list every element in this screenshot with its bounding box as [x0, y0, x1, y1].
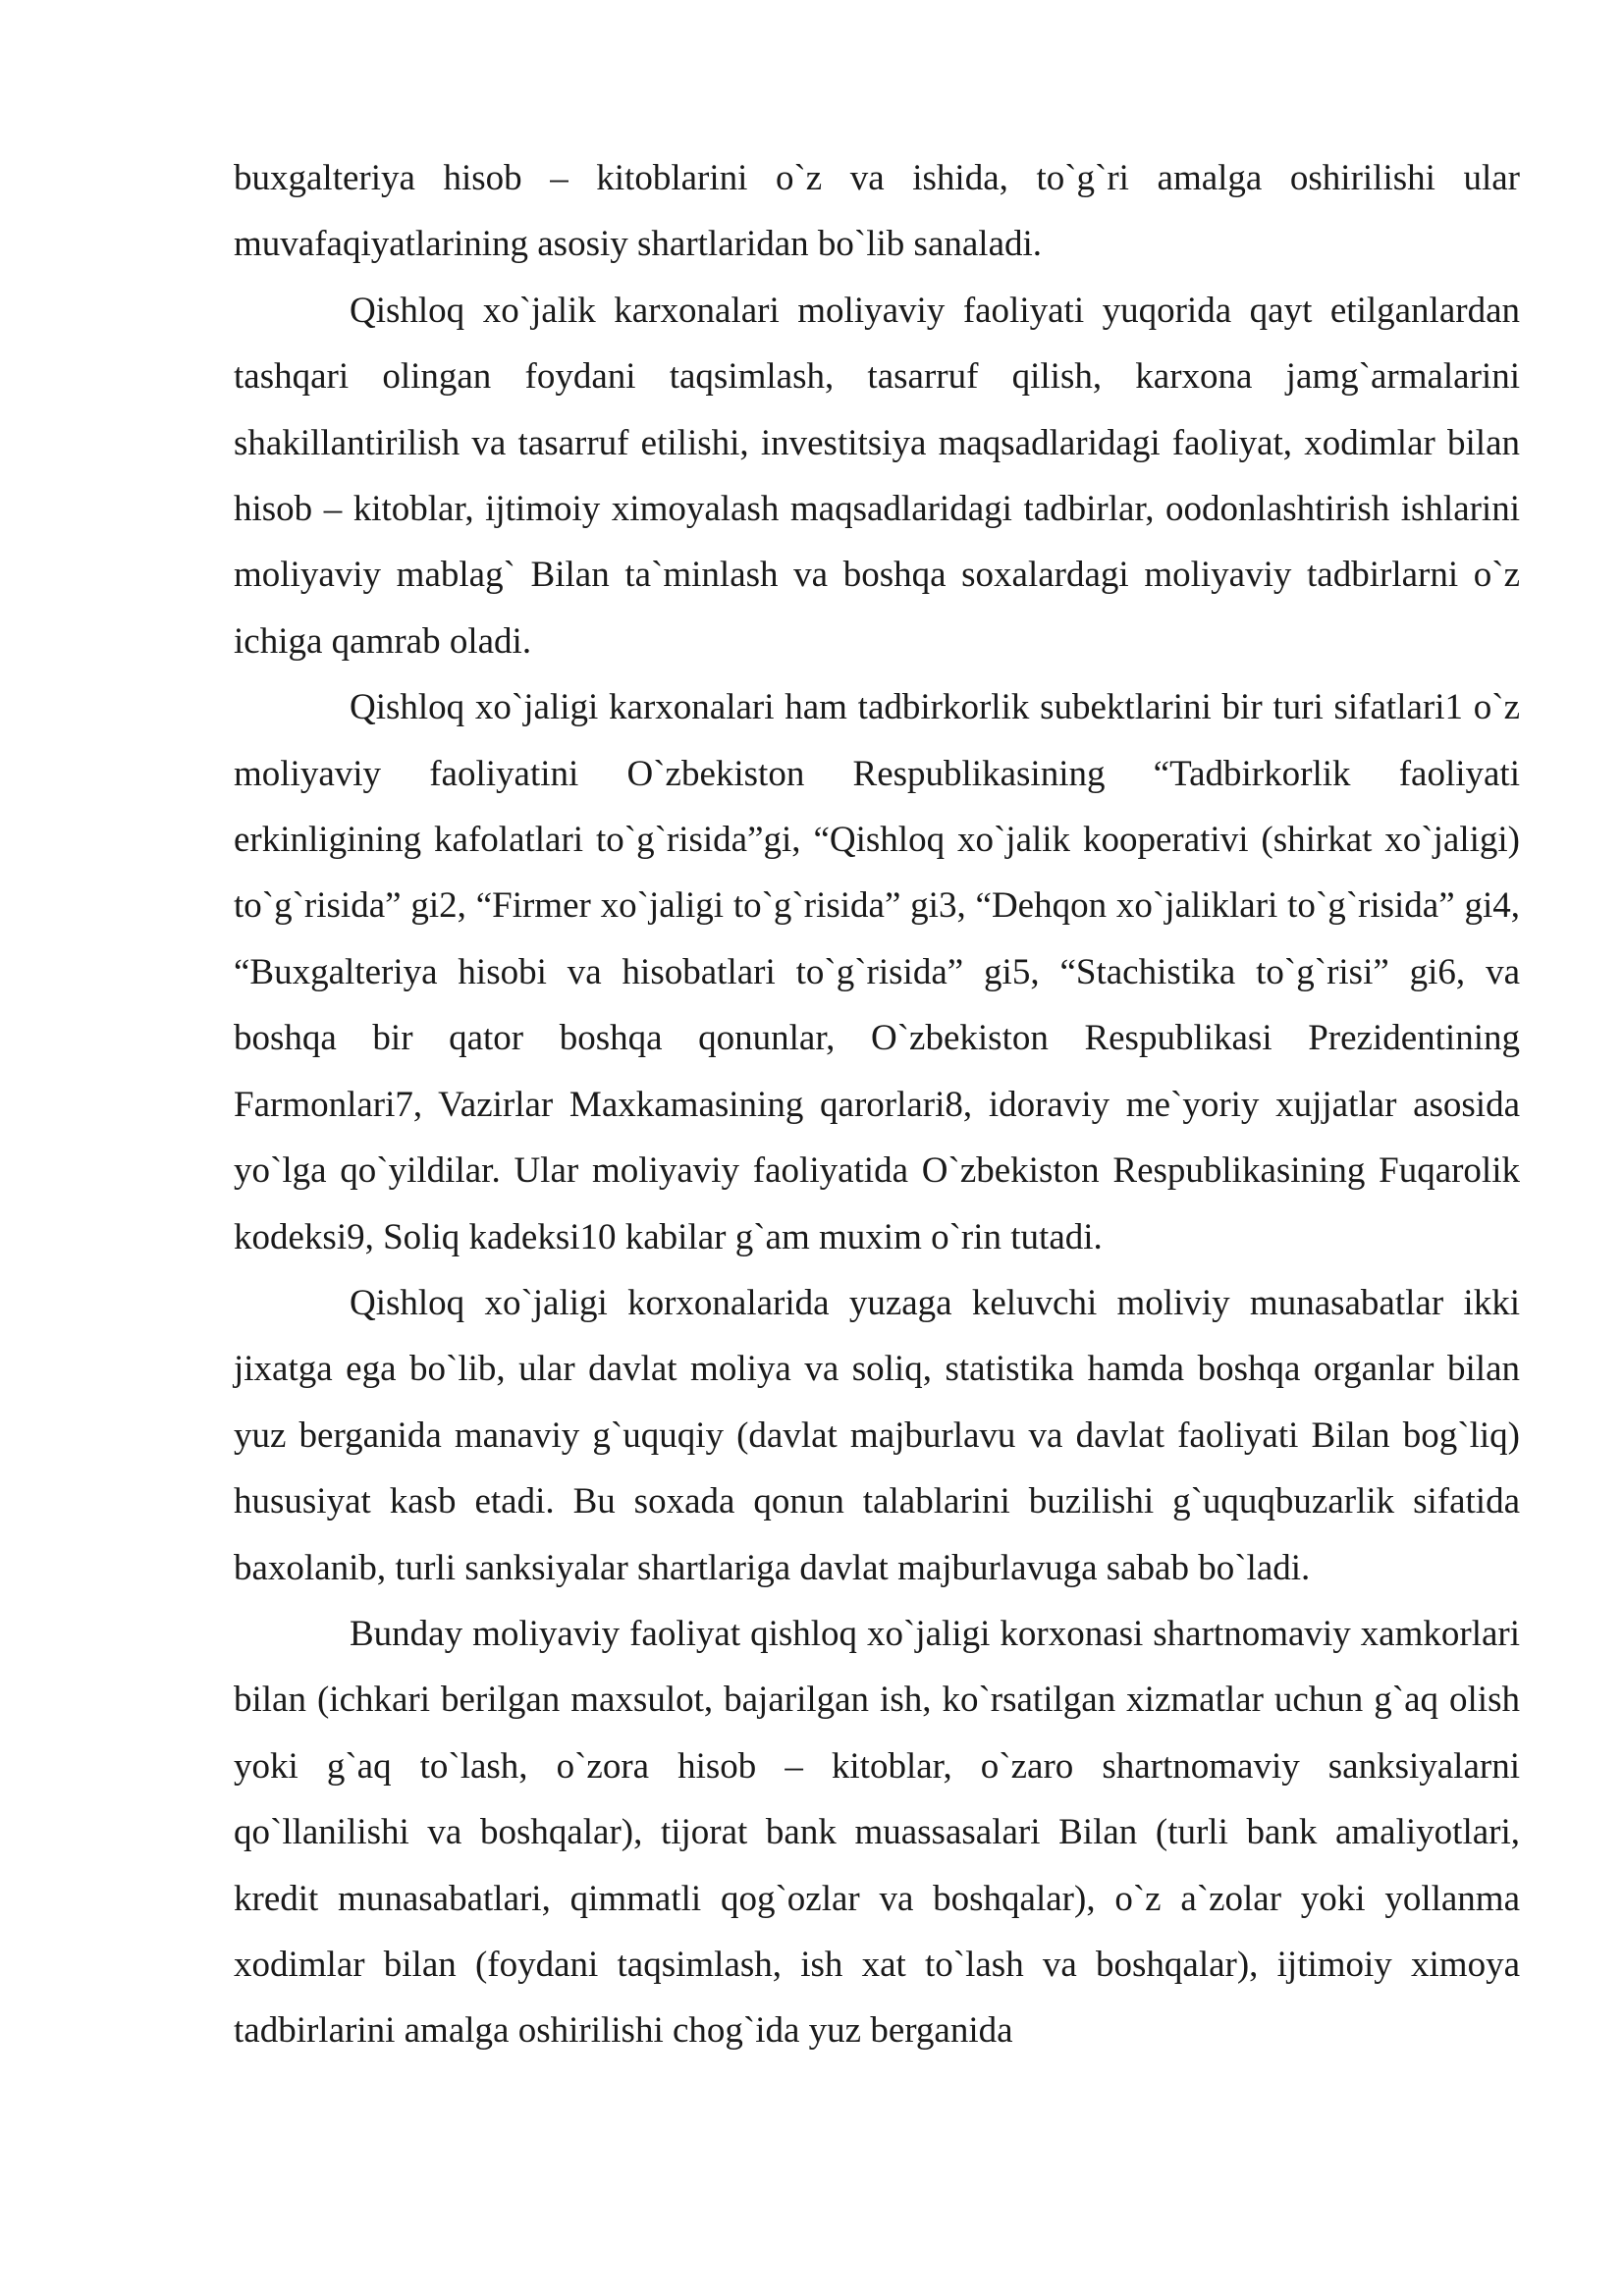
paragraph-2: Qishloq xo`jalik karxonalari moliyaviy faoliyati yuqorida qayt etilganlardan tashqari olingan foydani taqsimlash, tasarruf qilish, karxona jamg`armalarini shakillantirilish va tasarruf etilishi, investitsiya maqsadlaridagi faoliyat, xodimlar bilan hisob – kitoblar, ijtimoiy ximoyalash maqsadlaridagi tadbirlar, oodonlashtirish ishlarini moliyaviy mablag` Bilan ta`minlash va boshqa soxalardagi moliyaviy tadbirlarni o`z ichiga qamrab oladi.: [234, 290, 1520, 662]
paragraph-3: Qishloq xo`jaligi karxonalari ham tadbirkorlik subektlarini bir turi sifatlari1 o`z moliyaviy faoliyatini O`zbekiston Respublikasining “Tadbirkorlik faoliyati erkinligining kafolatlari to`g`risida”gi, “Qishloq xo`jalik kooperativi (shirkat xo`jaligi) to`g`risida” gi2, “Firmer xo`jaligi to`g`risida” gi3, “Dehqon xo`jaliklari to`g`risida” gi4, “Buxgalteriya hisobi va hisobatlari to`g`risida” gi5, “Stachistika to`g`risi” gi6, va boshqa bir qator boshqa qonunlar, O`zbekiston Respublikasi Prezidentining Farmonlari7, Vazirlar Maxkamasining qarorlari8, idoraviy me`yoriy xujjatlar asosida yo`lga qo`yildilar. Ular moliyaviy faoliyatida O`zbekiston Respublikasining Fuqarolik kodeksi9, Soliq kadeksi10 kabilar g`am muxim o`rin tutadi.: [234, 687, 1520, 1257]
paragraph-5: Bunday moliyaviy faoliyat qishloq xo`jaligi korxonasi shartnomaviy xamkorlari bilan (ichkari berilgan maxsulot, bajarilgan ish, ko`rsatilgan xizmatlar uchun g`aq olish yoki g`aq to`lash, o`zora hisob – kitoblar, o`zaro shartnomaviy sanksiyalarni qo`llanilishi va boshqalar), tijorat bank muassasalari Bilan (turli bank amaliyotlari, kredit munasabatlari, qimmatli qog`ozlar va boshqalar), o`z a`zolar yoki yollanma xodimlar bilan (foydani taqsimlash, ish xat to`lash va boshqalar), ijtimoiy ximoya tadbirlarini amalga oshirilishi chog`ida yuz berganida: [234, 1613, 1520, 2052]
paragraph-1: buxgalteriya hisob – kitoblarini o`z va ishida, to`g`ri amalga oshirilishi ular muvafaqiyatlarining asosiy shartlaridan bo`lib sanaladi.: [234, 158, 1520, 265]
paragraph-4: Qishloq xo`jaligi korxonalarida yuzaga keluvchi moliviy munasabatlar ikki jixatga ega bo`lib, ular davlat moliya va soliq, statistika hamda boshqa organlar bilan yuz berganida manaviy g`uquqiy (davlat majburlavu va davlat faoliyati Bilan bog`liq) hususiyat kasb etadi. Bu soxada qonun talablarini buzilishi g`uquqbuzarlik sifatida baxolanib, turli sanksiyalar shartlariga davlat majburlavuga sabab bo`ladi.: [234, 1282, 1520, 1588]
document-body: [234, 145, 1520, 2064]
